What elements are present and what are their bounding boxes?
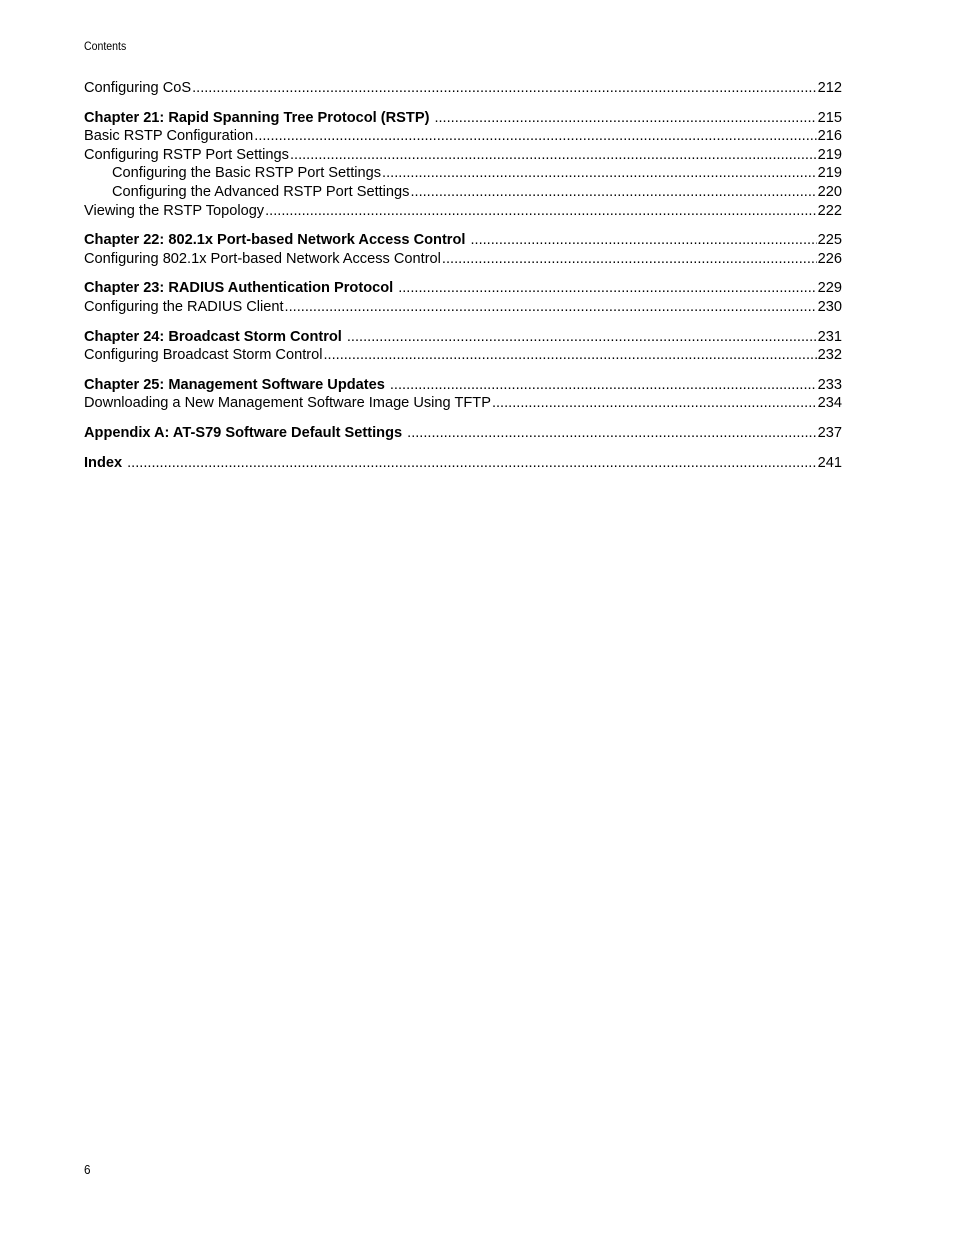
dot-leader xyxy=(347,328,817,347)
toc-group xyxy=(84,424,842,443)
running-header: Contents xyxy=(84,39,127,53)
toc-entry[interactable] xyxy=(84,146,842,165)
toc-entry-title: Chapter 22: 802.1x Port-based Network Access Control xyxy=(84,232,466,249)
toc-entry-title: Appendix A: AT-S79 Software Default Settings xyxy=(84,424,403,441)
toc-entry-page: 237 xyxy=(817,424,842,441)
toc-chapter-entry[interactable] xyxy=(84,231,842,250)
page-number: 6 xyxy=(84,1162,91,1177)
dot-leader xyxy=(470,231,816,250)
toc-entry-page: 232 xyxy=(817,347,842,364)
toc-entry-title: Chapter 24: Broadcast Storm Control xyxy=(84,328,342,345)
toc-entry-page: 222 xyxy=(817,202,842,219)
toc-entry-title: Configuring the Basic RSTP Port Settings xyxy=(112,165,382,182)
toc-entry[interactable] xyxy=(84,298,842,317)
toc-entry-title: Index xyxy=(84,454,123,471)
toc-entry-page: 226 xyxy=(817,250,842,267)
toc-entry-page: 220 xyxy=(817,183,842,200)
toc-entry[interactable] xyxy=(84,394,842,413)
toc-entry[interactable] xyxy=(84,79,842,98)
toc-entry-title: Configuring Broadcast Storm Control xyxy=(84,347,323,364)
toc-chapter-entry[interactable] xyxy=(84,454,842,473)
toc-entry-title: Basic RSTP Configuration xyxy=(84,128,254,145)
toc-entry[interactable] xyxy=(84,250,842,269)
dot-leader xyxy=(390,376,817,395)
toc-entry-page: 234 xyxy=(817,395,842,412)
toc-entry[interactable] xyxy=(84,127,842,146)
toc-entry[interactable] xyxy=(84,346,842,365)
toc-entry-title: Chapter 21: Rapid Spanning Tree Protocol (RSTP) xyxy=(84,109,430,126)
toc-group xyxy=(84,454,842,473)
toc-entry-page: 216 xyxy=(817,128,842,145)
toc-entry-page: 219 xyxy=(817,165,842,182)
toc-entry-page: 215 xyxy=(817,109,842,126)
toc-chapter-entry[interactable] xyxy=(84,109,842,128)
toc-entry-page: 241 xyxy=(817,454,842,471)
dot-leader xyxy=(410,183,816,202)
toc-entry-title: Downloading a New Management Software Image Using TFTP xyxy=(84,395,491,412)
toc-entry-title: Chapter 23: RADIUS Authentication Protocol xyxy=(84,280,394,297)
dot-leader xyxy=(407,424,817,443)
toc-chapter-entry[interactable] xyxy=(84,424,842,443)
toc-group xyxy=(84,231,842,268)
toc-entry-title: Chapter 25: Management Software Updates xyxy=(84,376,385,393)
toc-group xyxy=(84,109,842,221)
toc-entry[interactable] xyxy=(84,183,842,202)
toc-entry-title: Configuring RSTP Port Settings xyxy=(84,146,289,163)
dot-leader xyxy=(323,346,816,365)
dot-leader xyxy=(442,250,817,269)
dot-leader xyxy=(127,454,817,473)
dot-leader xyxy=(398,279,816,298)
dot-leader xyxy=(434,109,816,128)
toc-entry-page: 230 xyxy=(817,298,842,315)
toc-group xyxy=(84,328,842,365)
toc-entry[interactable] xyxy=(84,164,842,183)
table-of-contents xyxy=(84,79,842,483)
dot-leader xyxy=(290,146,817,165)
toc-entry-title: Configuring the RADIUS Client xyxy=(84,298,284,315)
toc-chapter-entry[interactable] xyxy=(84,279,842,298)
toc-group xyxy=(84,376,842,413)
toc-entry-page: 225 xyxy=(817,232,842,249)
toc-group xyxy=(84,79,842,98)
toc-entry-title: Configuring the Advanced RSTP Port Settings xyxy=(112,183,410,200)
toc-entry-page: 219 xyxy=(817,146,842,163)
toc-entry-title: Viewing the RSTP Topology xyxy=(84,202,265,219)
toc-entry-title: Configuring CoS xyxy=(84,80,192,96)
toc-chapter-entry[interactable] xyxy=(84,376,842,395)
dot-leader xyxy=(382,164,817,183)
toc-entry-page: 233 xyxy=(817,376,842,393)
toc-entry-title: Configuring 802.1x Port-based Network Access Control xyxy=(84,250,441,267)
dot-leader xyxy=(285,298,817,317)
dot-leader xyxy=(265,202,817,221)
dot-leader xyxy=(254,127,816,146)
toc-chapter-entry[interactable] xyxy=(84,328,842,347)
toc-entry-page: 229 xyxy=(817,280,842,297)
toc-entry[interactable] xyxy=(84,202,842,221)
toc-group xyxy=(84,279,842,316)
dot-leader xyxy=(492,394,817,413)
dot-leader xyxy=(192,79,817,98)
toc-entry-page: 212 xyxy=(817,80,842,96)
toc-entry-page: 231 xyxy=(817,328,842,345)
